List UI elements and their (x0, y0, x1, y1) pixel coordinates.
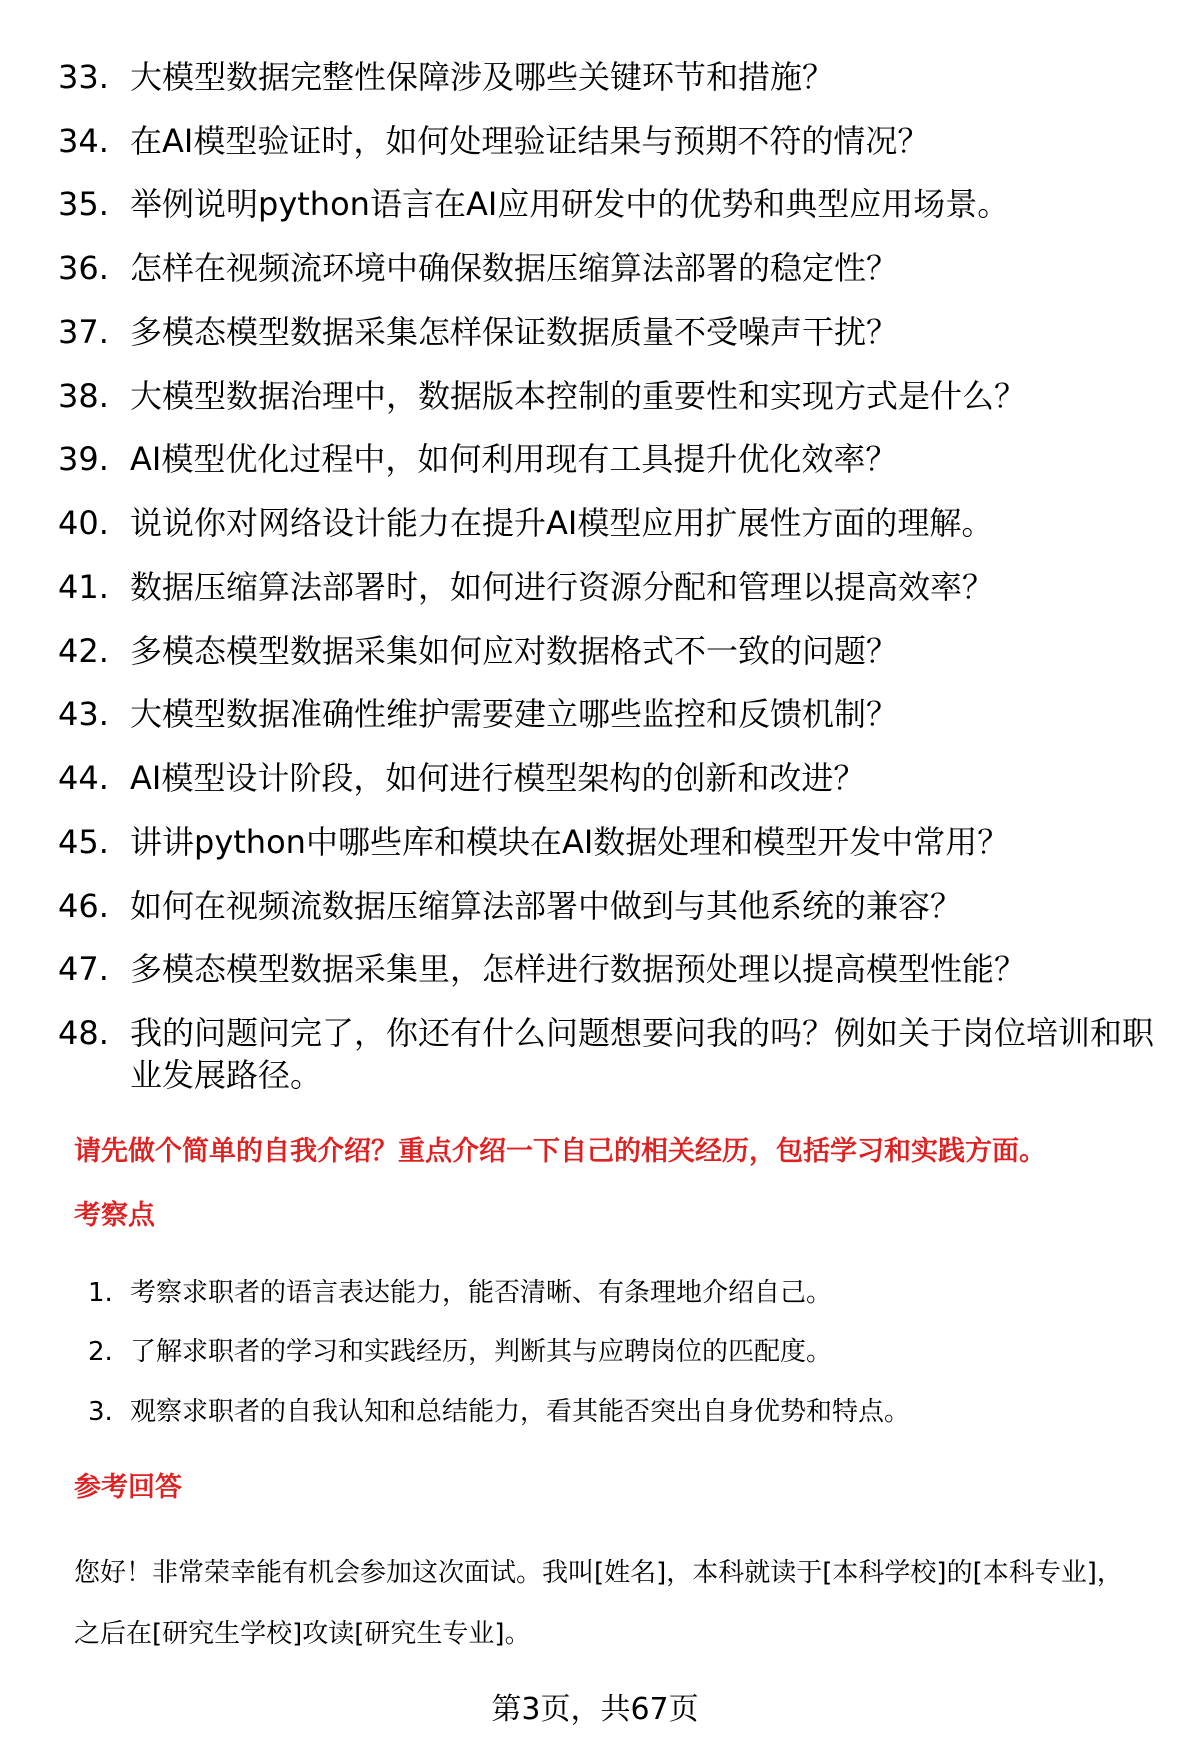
question-item (58, 821, 1158, 863)
question-number: 35. (58, 185, 109, 223)
point-item (88, 1334, 832, 1370)
answer-heading: 参考回答 (74, 1472, 182, 1503)
point-number: 3. (88, 1397, 113, 1427)
reference-answer: 您好！非常荣幸能有机会参加这次面试。我叫[姓名]，本科就读于[本科学校]的[本科专业]，之后在[研究生学校]攻读[研究生专业]。 (74, 1558, 1123, 1649)
question-text: 多模态模型数据采集怎样保证数据质量不受噪声干扰？ (130, 313, 899, 351)
question-number: 38. (58, 377, 109, 415)
point-text: 观察求职者的自我认知和总结能力，看其能否突出自身优势和特点。 (130, 1397, 911, 1427)
question-item (58, 120, 1158, 162)
question-item (58, 438, 1158, 480)
question-text: 多模态模型数据采集如何应对数据格式不一致的问题？ (130, 632, 899, 670)
question-number: 33. (58, 58, 109, 96)
question-text: AI模型优化过程中，如何利用现有工具提升优化效率？ (130, 440, 898, 478)
question-number: 36. (58, 249, 109, 287)
question-item (58, 375, 1158, 417)
question-item (58, 311, 1158, 353)
question-item (58, 56, 1158, 98)
question-text: 大模型数据准确性维护需要建立哪些监控和反馈机制？ (130, 695, 899, 733)
question-number: 39. (58, 440, 109, 478)
question-text: 讲讲python中哪些库和模块在AI数据处理和模型开发中常用？ (130, 823, 1010, 861)
question-item (58, 1012, 1158, 1096)
question-number: 47. (58, 950, 109, 988)
question-item (58, 757, 1158, 799)
question-number: 44. (58, 759, 109, 797)
question-number: 41. (58, 568, 109, 606)
points-heading: 考察点 (74, 1200, 155, 1231)
question-item (58, 630, 1158, 672)
question-number: 42. (58, 632, 109, 670)
question-item (58, 247, 1158, 289)
point-item (88, 1275, 832, 1311)
question-number: 43. (58, 695, 109, 733)
question-text: AI模型设计阶段，如何进行模型架构的创新和改进？ (130, 759, 866, 797)
question-text: 大模型数据治理中，数据版本控制的重要性和实现方式是什么？ (130, 377, 1027, 415)
question-number: 45. (58, 823, 109, 861)
question-text: 说说你对网络设计能力在提升AI模型应用扩展性方面的理解。 (130, 504, 994, 542)
page-footer: 第3页，共67页 (491, 1692, 699, 1727)
point-item (88, 1394, 910, 1430)
point-text: 考察求职者的语言表达能力，能否清晰、有条理地介绍自己。 (130, 1278, 833, 1308)
question-number: 48. (58, 1014, 109, 1052)
question-text: 举例说明python语言在AI应用研发中的优势和典型应用场景。 (130, 185, 1010, 223)
question-text: 数据压缩算法部署时，如何进行资源分配和管理以提高效率？ (130, 568, 995, 606)
interview-question-heading: 请先做个简单的自我介绍？重点介绍一下自己的相关经历，包括学习和实践方面。 (74, 1136, 1046, 1167)
question-item (58, 948, 1158, 990)
question-text: 我的问题问完了，你还有什么问题想要问我的吗？例如关于岗位培训和职业发展路径。 (130, 1014, 1155, 1094)
question-number: 46. (58, 887, 109, 925)
point-text: 了解求职者的学习和实践经历，判断其与应聘岗位的匹配度。 (130, 1337, 833, 1367)
point-number: 2. (88, 1337, 113, 1367)
point-number: 1. (88, 1278, 113, 1308)
question-text: 多模态模型数据采集里，怎样进行数据预处理以提高模型性能？ (130, 950, 1027, 988)
question-item (58, 502, 1158, 544)
question-item (58, 566, 1158, 608)
question-item (58, 693, 1158, 735)
question-text: 如何在视频流数据压缩算法部署中做到与其他系统的兼容？ (130, 887, 963, 925)
question-number: 34. (58, 122, 109, 160)
question-number: 37. (58, 313, 109, 351)
question-text: 怎样在视频流环境中确保数据压缩算法部署的稳定性？ (130, 249, 899, 287)
question-item (58, 885, 1158, 927)
question-text: 在AI模型验证时，如何处理验证结果与预期不符的情况？ (130, 122, 930, 160)
question-text: 大模型数据完整性保障涉及哪些关键环节和措施？ (130, 58, 835, 96)
question-item (58, 183, 1158, 225)
question-number: 40. (58, 504, 109, 542)
